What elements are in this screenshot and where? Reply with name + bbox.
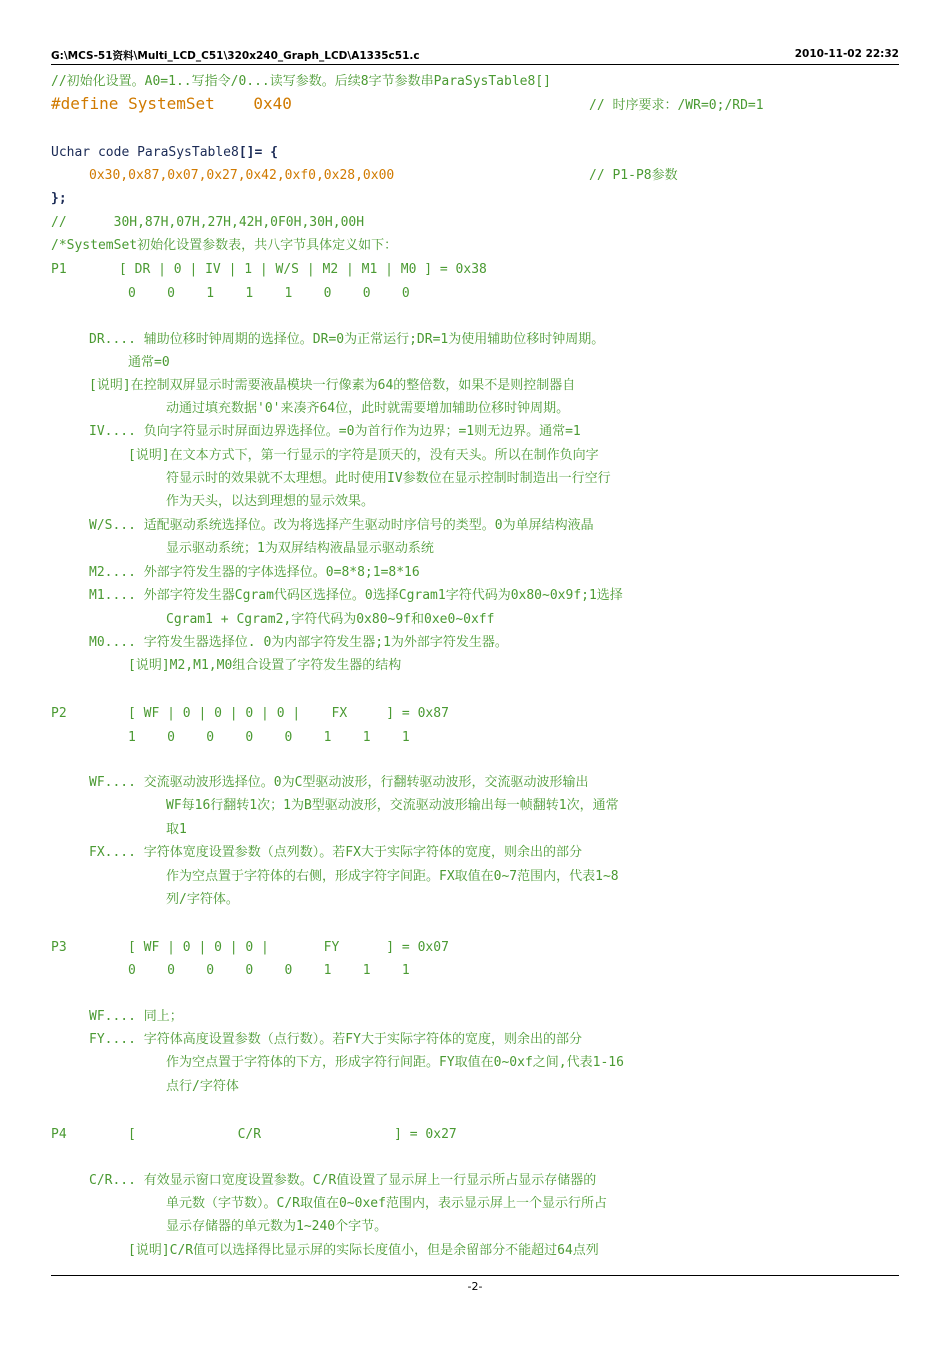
page-number: -2-	[467, 1280, 483, 1293]
p3-line: 点行/字符体	[166, 1079, 239, 1094]
p4-label: P4	[51, 1127, 67, 1142]
p1-line: 通常=0	[128, 355, 170, 370]
table-values-comment: // P1-P8参数	[589, 168, 678, 183]
p1-label: P1	[51, 262, 67, 277]
table-declaration	[51, 143, 278, 163]
define-comment: // 时序要求：/WR=0;/RD=1	[589, 98, 764, 113]
p2-line: 作为空点置于字符体的右侧，形成字符字间距。FX取值在0~7范围内，代表1~8	[166, 869, 619, 884]
define-name: SystemSet	[128, 94, 215, 113]
define-value: 0x40	[253, 94, 292, 113]
define-keyword: #define	[51, 94, 119, 113]
p1-line: IV.... 负向字符显示时屏面边界选择位。=0为首行作为边界；=1则无边界。通常=1	[89, 424, 581, 439]
p1-line: DR.... 辅助位移时钟周期的选择位。DR=0为正常运行;DR=1为使用辅助位移时钟周期。	[89, 332, 605, 347]
p1-line: M0.... 字符发生器选择位. 0为内部字符发生器;1为外部字符发生器。	[89, 635, 508, 650]
p3-values: 0 0 0 0 0 1 1 1	[128, 963, 410, 978]
p3-bits: [ WF | 0 | 0 | 0 | FY ] = 0x07	[128, 940, 449, 955]
init-comment: //初始化设置。A0=1..写指令/0...读写参数。后续8字节参数串ParaSysTable8[]	[51, 74, 551, 89]
p2-values: 1 0 0 0 0 1 1 1	[128, 730, 410, 745]
p1-line: 符显示时的效果就不太理想。此时使用IV参数位在显示控制时制造出一行空行	[166, 471, 611, 486]
p2-line: WF每16行翻转1次；1为B型驱动波形，交流驱动波形输出每一帧翻转1次，通常	[166, 798, 619, 813]
p1-line: 显示驱动系统；1为双屏结构液晶显示驱动系统	[166, 541, 434, 556]
table-decl-name: Uchar code ParaSysTable8	[51, 145, 239, 160]
p1-line: [说明]M2,M1,M0组合设置了字符发生器的结构	[128, 658, 402, 673]
p4-line: 单元数（字节数）。C/R取值在0~0xef范围内，表示显示屏上一个显示行所占	[166, 1196, 607, 1211]
p1-line: M1.... 外部字符发生器Cgram代码区选择位。0选择Cgram1字符代码为0x80~0x9f;1选择	[89, 588, 623, 603]
p3-label: P3	[51, 940, 67, 955]
p1-line: M2.... 外部字符发生器的字体选择位。0=8*8;1=8*16	[89, 565, 420, 580]
file-header	[51, 48, 899, 64]
p1-line: [说明]在文本方式下，第一行显示的字符是顶天的，没有天头。所以在制作负向字	[128, 448, 599, 463]
p1-line: 动通过填充数据'0'来凑齐64位，此时就需要增加辅助位移时钟周期。	[166, 401, 570, 416]
print-datetime: 2010-11-02 22:32	[794, 48, 899, 60]
table-values: 0x30,0x87,0x07,0x27,0x42,0xf0,0x28,0x00	[89, 168, 395, 183]
footer-rule	[51, 1275, 899, 1276]
p4-line: 显示存储器的单元数为1~240个字节。	[166, 1219, 388, 1234]
hex-comment: // 30H,87H,07H,27H,42H,0F0H,30H,00H	[51, 215, 365, 230]
p2-bits: [ WF | 0 | 0 | 0 | 0 | FX ] = 0x87	[128, 706, 449, 721]
p3-line: 作为空点置于字符体的下方，形成字符行间距。FY取值在0~0xf之间,代表1-16	[166, 1055, 624, 1070]
p2-line: WF.... 交流驱动波形选择位。0为C型驱动波形，行翻转驱动波形，交流驱动波形输出	[89, 775, 589, 790]
p1-line: [说明]在控制双屏显示时需要液晶模块一行像素为64的整倍数，如果不是则控制器自	[89, 378, 576, 393]
p4-line: [说明]C/R值可以选择得比显示屏的实际长度值小，但是余留部分不能超过64点列	[128, 1243, 599, 1258]
p1-bits: [ DR | 0 | IV | 1 | W/S | M2 | M1 | M0 ] = 0x38	[119, 262, 487, 277]
p4-bits: [ C/R ] = 0x27	[128, 1127, 457, 1142]
p2-line: FX.... 字符体宽度设置参数（点列数）。若FX大于实际字符体的宽度，则余出的部分	[89, 845, 582, 860]
p1-line: Cgram1 + Cgram2,字符代码为0x80~9f和0xe0~0xff	[166, 612, 495, 627]
define-line	[51, 94, 292, 114]
p4-line: C/R... 有效显示窗口宽度设置参数。C/R值设置了显示屏上一行显示所占显示存储器的	[89, 1173, 597, 1188]
table-decl-open: []= {	[238, 145, 278, 160]
file-path: G:\MCS-51资料\Multi_LCD_C51\320x240_Graph_LCD\A1335c51.c	[51, 50, 420, 62]
p2-line: 列/字符体。	[166, 892, 239, 907]
p1-line: W/S... 适配驱动系统选择位。改为将选择产生驱动时序信号的类型。0为单屏结构液晶	[89, 518, 594, 533]
p1-line: 作为天头，以达到理想的显示效果。	[166, 494, 375, 509]
systemset-title: /*SystemSet初始化设置参数表，共八字节具体定义如下：	[51, 238, 398, 253]
p2-line: 取1	[166, 822, 187, 837]
p2-label: P2	[51, 706, 67, 721]
p1-values: 0 0 1 1 1 0 0 0	[128, 286, 410, 301]
p3-line: WF.... 同上；	[89, 1009, 183, 1024]
p3-line: FY.... 字符体高度设置参数（点行数）。若FY大于实际字符体的宽度，则余出的部分	[89, 1032, 582, 1047]
header-rule	[51, 64, 899, 65]
table-close: };	[51, 191, 67, 206]
